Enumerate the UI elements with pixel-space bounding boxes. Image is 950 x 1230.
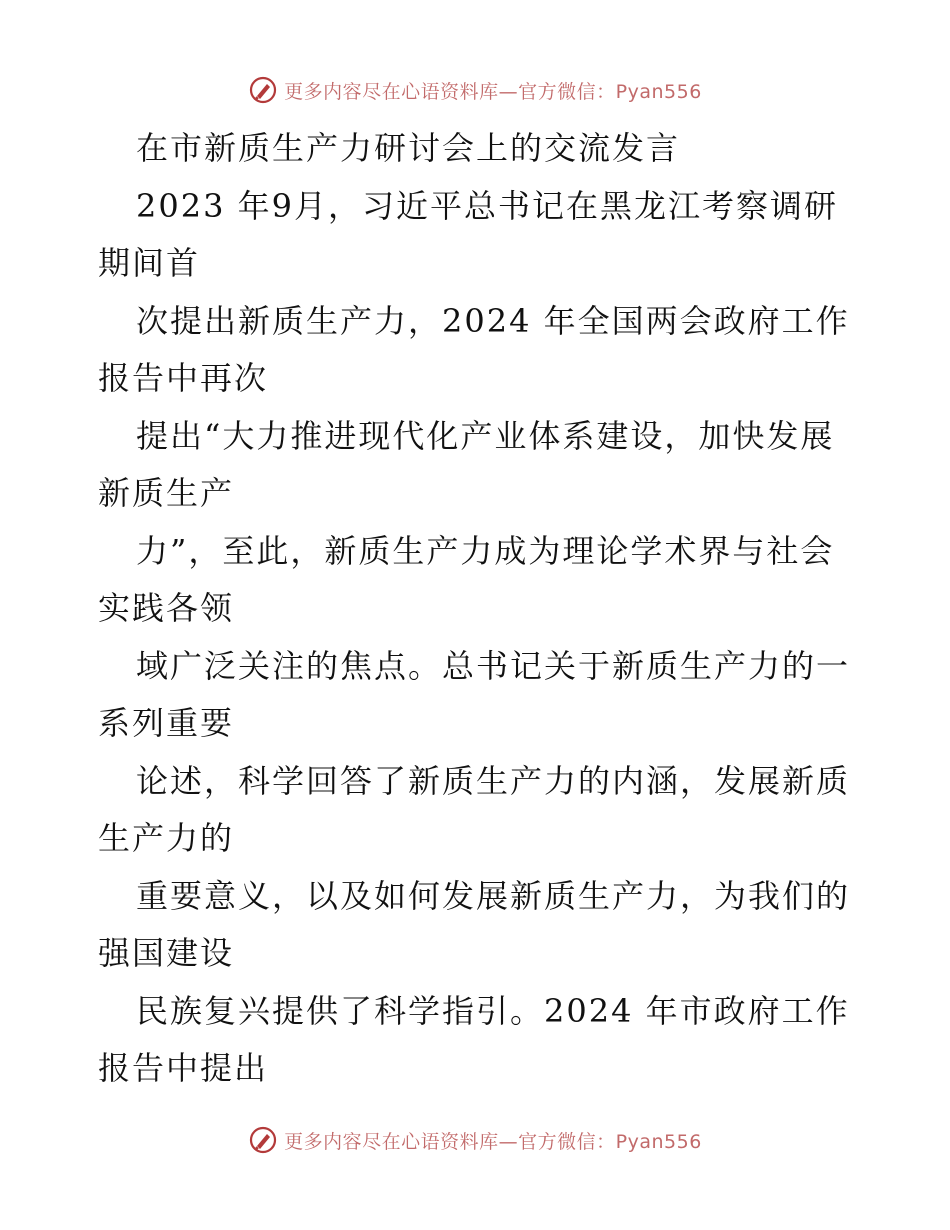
text-line: 强国建设 <box>98 934 235 972</box>
header-watermark <box>0 70 950 110</box>
watermark-text: 更多内容尽在心语资料库—官方微信：Pyan556 <box>284 80 702 103</box>
text-line: 期间首 <box>98 244 201 282</box>
text-line: 提出“大力推进现代化产业体系建设，加快发展 <box>136 416 835 455</box>
text-line: 次提出新质生产力，2024 年全国两会政府工作 <box>136 301 850 340</box>
text-line: 报告中再次 <box>98 359 269 397</box>
text-line: 域广泛关注的焦点。总书记关于新质生产力的一 <box>136 646 851 685</box>
text-line: 在市新质生产力研讨会上的交流发言 <box>136 129 681 167</box>
document-body <box>98 120 858 1098</box>
text-line: 新质生产 <box>98 474 235 512</box>
footer-watermark <box>0 1120 950 1160</box>
text-line: 论述，科学回答了新质生产力的内涵，发展新质 <box>136 761 851 800</box>
text-line: 报告中提出 <box>98 1049 269 1087</box>
text-line: 生产力的 <box>98 819 235 857</box>
text-line: 重要意义，以及如何发展新质生产力，为我们的 <box>136 876 851 915</box>
text-line: 2023 年9月，习近平总书记在黑龙江考察调研 <box>136 186 838 225</box>
pen-logo-icon <box>248 1125 278 1155</box>
text-line: 实践各领 <box>98 589 235 627</box>
watermark-text: 更多内容尽在心语资料库—官方微信：Pyan556 <box>284 1130 702 1153</box>
pen-logo-icon <box>248 75 278 105</box>
text-line: 力”，至此，新质生产力成为理论学术界与社会 <box>136 531 835 570</box>
text-line: 系列重要 <box>98 704 235 742</box>
text-line: 民族复兴提供了科学指引。2024 年市政府工作 <box>136 991 850 1030</box>
